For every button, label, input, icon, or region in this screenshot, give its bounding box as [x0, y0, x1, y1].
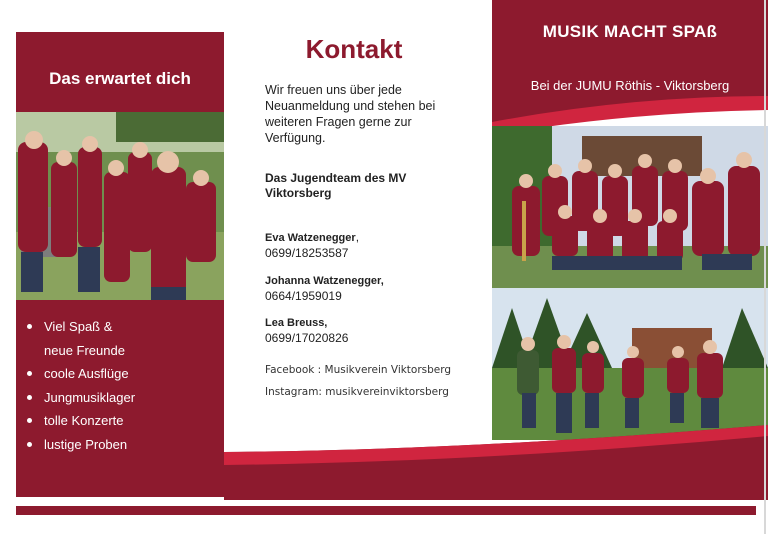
brand-title: MUSIK MACHT SPAß: [542, 22, 718, 41]
left-header: [16, 32, 224, 112]
bullet-icon: [27, 418, 32, 423]
instagram-text: Instagram: musikvereinviktorsberg: [265, 386, 449, 398]
page-edge-line: [764, 0, 766, 534]
contact-entry: [265, 315, 348, 346]
team-heading: Das Jugendteam des MV Viktorsberg: [265, 171, 407, 200]
feature-item: lustige Proben: [44, 433, 135, 457]
contact-phone: 0664/1959019: [265, 289, 342, 303]
bullet-icon: [27, 371, 32, 376]
bullet-icon: [27, 442, 32, 447]
contact-name: Eva Watzenegger: [265, 232, 356, 244]
group-photo-outdoor: [16, 112, 224, 300]
contact-phone: 0699/17020826: [265, 331, 349, 345]
contact-phone: 0699/18253587: [265, 246, 349, 260]
contact-name: Lea Breuss,: [265, 317, 328, 329]
bullet-icon: [27, 395, 32, 400]
band-photo-outdoor: [492, 288, 768, 440]
feature-item: Viel Spaß &: [44, 315, 135, 339]
contact-panel: [224, 0, 492, 465]
band-photo-group: [492, 126, 768, 288]
feature-item: Jungmusiklager: [44, 386, 135, 410]
contact-entry: Eva Watzenegger, 0699/18253587: [265, 230, 360, 260]
contact-entry: [265, 273, 384, 304]
left-header-title: Das erwartet dich: [49, 69, 191, 88]
facebook-text: Facebook : Musikverein Viktorsberg: [265, 364, 452, 376]
feature-list: [44, 315, 135, 456]
contact-name: Johanna Watzenegger,: [265, 275, 384, 287]
left-panel: [16, 32, 224, 497]
feature-item: tolle Konzerte: [44, 409, 135, 433]
feature-item: neue Freunde: [44, 342, 125, 358]
right-header: [492, 0, 768, 135]
features-panel: [16, 300, 224, 497]
contact-title: Kontakt: [305, 34, 403, 64]
bullet-icon: [27, 324, 32, 329]
bottom-wave: [224, 420, 768, 500]
feature-item: coole Ausflüge: [44, 362, 135, 386]
intro-text: Wir freuen uns über jede Neuanmeldung und stehen bei weiteren Fragen gerne zur Verfügung.: [265, 83, 436, 145]
bottom-bar: [16, 506, 756, 515]
brand-subtitle: Bei der JUMU Röthis - Viktorsberg: [530, 78, 730, 93]
